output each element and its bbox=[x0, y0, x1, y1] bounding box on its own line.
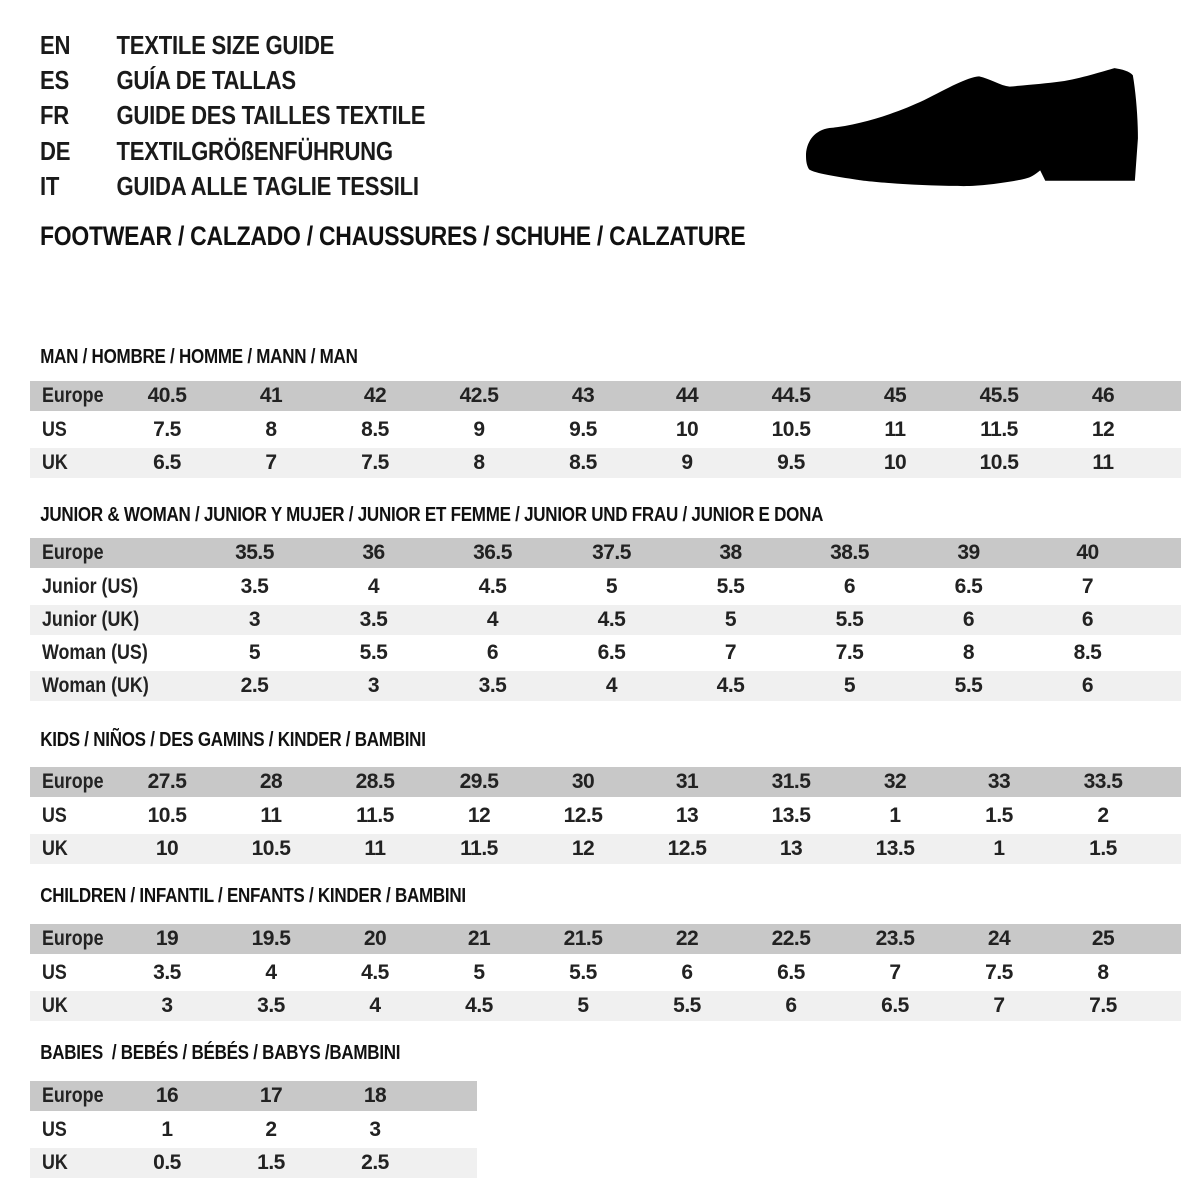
size-cell: 3 bbox=[367, 674, 380, 697]
size-table bbox=[30, 538, 1181, 701]
size-cell: 9 bbox=[473, 418, 485, 441]
size-cell: 8 bbox=[265, 418, 277, 441]
size-cell: 4 bbox=[486, 608, 499, 631]
language-row bbox=[40, 134, 425, 169]
size-cell: 43 bbox=[571, 384, 595, 407]
size-cell: 7 bbox=[724, 641, 737, 664]
size-cell: 5 bbox=[724, 608, 737, 631]
size-table-section bbox=[30, 730, 1181, 867]
size-table bbox=[30, 381, 1181, 478]
size-cell: 4.5 bbox=[597, 608, 626, 631]
size-cell: 8.5 bbox=[361, 418, 389, 441]
size-cell: 3.5 bbox=[257, 994, 285, 1017]
table-row bbox=[30, 958, 1181, 988]
size-cell: 33.5 bbox=[1083, 770, 1123, 793]
size-cell: 4.5 bbox=[478, 575, 507, 598]
size-cell: 3 bbox=[161, 994, 173, 1017]
language-row bbox=[40, 28, 425, 63]
language-code: DE bbox=[40, 135, 71, 166]
size-cell: 33 bbox=[987, 770, 1011, 793]
size-cell: 6 bbox=[785, 994, 797, 1017]
size-cell: 18 bbox=[363, 1084, 387, 1107]
row-label-text: US bbox=[42, 804, 67, 827]
row-label bbox=[30, 991, 115, 1021]
shoe-icon bbox=[806, 66, 1142, 188]
size-cell: 5 bbox=[248, 641, 261, 664]
row-label-text: US bbox=[42, 418, 67, 441]
table-row bbox=[30, 415, 1181, 445]
size-cell: 5 bbox=[473, 961, 485, 984]
table-row bbox=[30, 572, 1181, 602]
row-label-text: UK bbox=[42, 837, 68, 860]
size-cell: 45.5 bbox=[979, 384, 1019, 407]
size-cell: 7 bbox=[265, 451, 277, 474]
row-label-text: UK bbox=[42, 451, 68, 474]
table-row bbox=[30, 924, 1181, 954]
size-cell: 27.5 bbox=[147, 770, 187, 793]
size-cell: 11.5 bbox=[460, 837, 498, 860]
size-cell: 7.5 bbox=[985, 961, 1013, 984]
size-cell: 39 bbox=[957, 541, 980, 564]
size-cell: 12.5 bbox=[563, 804, 603, 827]
table-row bbox=[30, 801, 1181, 831]
size-cell: 1.5 bbox=[1089, 837, 1117, 860]
size-table-section bbox=[30, 886, 1181, 1024]
size-table bbox=[30, 1081, 477, 1178]
size-cell: 7.5 bbox=[153, 418, 181, 441]
size-cell: 25 bbox=[1091, 927, 1115, 950]
size-cell: 11 bbox=[260, 804, 282, 827]
size-cell: 32 bbox=[883, 770, 907, 793]
size-cell: 10 bbox=[675, 418, 699, 441]
size-cell: 44 bbox=[675, 384, 699, 407]
language-code: IT bbox=[40, 170, 60, 201]
size-cell: 40.5 bbox=[147, 384, 187, 407]
size-cell: 6 bbox=[962, 608, 975, 631]
size-cell: 23.5 bbox=[875, 927, 915, 950]
size-cell: 6 bbox=[1081, 674, 1094, 697]
size-cell: 10.5 bbox=[979, 451, 1019, 474]
table-row bbox=[30, 767, 1181, 797]
size-cell: 44.5 bbox=[771, 384, 811, 407]
size-cell: 17 bbox=[259, 1084, 283, 1107]
size-cell: 10 bbox=[883, 451, 907, 474]
size-cell: 5.5 bbox=[835, 608, 864, 631]
size-cell: 6 bbox=[1081, 608, 1094, 631]
size-cell: 42 bbox=[363, 384, 387, 407]
size-cell: 0.5 bbox=[153, 1151, 181, 1174]
size-cell: 21 bbox=[467, 927, 491, 950]
row-label-text: Europe bbox=[42, 770, 104, 793]
size-cell: 6.5 bbox=[597, 641, 626, 664]
size-cell: 46 bbox=[1091, 384, 1115, 407]
size-cell: 19.5 bbox=[251, 927, 291, 950]
size-cell: 31.5 bbox=[771, 770, 811, 793]
size-cell: 4.5 bbox=[465, 994, 493, 1017]
size-cell: 12 bbox=[571, 837, 595, 860]
size-cell: 13.5 bbox=[771, 804, 811, 827]
row-label bbox=[30, 801, 115, 831]
size-cell: 7 bbox=[993, 994, 1005, 1017]
size-cell: 1 bbox=[889, 804, 901, 827]
size-cell: 11 bbox=[1092, 451, 1114, 474]
table-row bbox=[30, 381, 1181, 411]
size-cell: 2.5 bbox=[240, 674, 269, 697]
size-table-section bbox=[30, 505, 1181, 704]
row-label bbox=[30, 1081, 115, 1111]
size-cell: 12 bbox=[467, 804, 491, 827]
size-cell: 5.5 bbox=[569, 961, 597, 984]
row-label-text: Junior (US) bbox=[42, 575, 139, 598]
size-cell: 3.5 bbox=[478, 674, 507, 697]
size-cell: 11 bbox=[364, 837, 386, 860]
row-label bbox=[30, 671, 195, 701]
row-label bbox=[30, 638, 195, 668]
language-title-list bbox=[40, 28, 425, 204]
size-table-section bbox=[30, 347, 1181, 481]
language-code: FR bbox=[40, 100, 69, 131]
size-cell: 36 bbox=[362, 541, 385, 564]
size-cell: 6 bbox=[843, 575, 856, 598]
table-title: BABIES / BEBÉS / BÉBÉS / BABYS /BAMBINI bbox=[40, 1042, 401, 1064]
row-label-text: UK bbox=[42, 994, 68, 1017]
size-cell: 31 bbox=[675, 770, 699, 793]
size-cell: 5 bbox=[577, 994, 589, 1017]
size-cell: 20 bbox=[363, 927, 387, 950]
size-cell: 28 bbox=[259, 770, 283, 793]
size-cell: 6.5 bbox=[881, 994, 909, 1017]
size-table-section bbox=[30, 1043, 477, 1181]
size-cell: 21.5 bbox=[563, 927, 603, 950]
row-label bbox=[30, 538, 195, 568]
size-cell: 5 bbox=[843, 674, 856, 697]
row-label-text: Europe bbox=[42, 384, 104, 407]
size-cell: 10.5 bbox=[147, 804, 187, 827]
row-label-text: Junior (UK) bbox=[42, 608, 140, 631]
table-row bbox=[30, 1115, 477, 1145]
row-label bbox=[30, 924, 115, 954]
size-cell: 8.5 bbox=[569, 451, 597, 474]
row-label bbox=[30, 381, 115, 411]
shoe-silhouette-path bbox=[806, 68, 1138, 186]
size-cell: 4 bbox=[265, 961, 277, 984]
size-cell: 2 bbox=[1097, 804, 1109, 827]
table-title: MAN / HOMBRE / HOMME / MANN / MAN bbox=[40, 346, 358, 368]
size-cell: 4.5 bbox=[716, 674, 745, 697]
language-row bbox=[40, 63, 425, 98]
size-cell: 42.5 bbox=[459, 384, 499, 407]
size-cell: 10 bbox=[155, 837, 179, 860]
size-cell: 5 bbox=[605, 575, 618, 598]
language-label: GUIDA ALLE TAGLIE TESSILI bbox=[116, 170, 419, 201]
size-cell: 11.5 bbox=[356, 804, 394, 827]
size-cell: 11.5 bbox=[980, 418, 1018, 441]
row-label bbox=[30, 834, 115, 864]
size-cell: 8 bbox=[473, 451, 485, 474]
table-title: JUNIOR & WOMAN / JUNIOR Y MUJER / JUNIOR ET FEMME / JUNIOR UND FRAU / JUNIOR E DONA bbox=[40, 504, 824, 526]
size-cell: 7.5 bbox=[361, 451, 389, 474]
row-label bbox=[30, 767, 115, 797]
size-table bbox=[30, 924, 1181, 1021]
row-label-text: Woman (US) bbox=[42, 641, 148, 664]
size-cell: 29.5 bbox=[459, 770, 499, 793]
row-label bbox=[30, 1148, 115, 1178]
table-row bbox=[30, 991, 1181, 1021]
row-label bbox=[30, 1115, 115, 1145]
size-cell: 4 bbox=[367, 575, 380, 598]
size-cell: 5.5 bbox=[716, 575, 745, 598]
size-cell: 30 bbox=[571, 770, 595, 793]
size-cell: 22.5 bbox=[771, 927, 811, 950]
table-title: CHILDREN / INFANTIL / ENFANTS / KINDER / BAMBINI bbox=[40, 885, 466, 907]
table-title: KIDS / NIÑOS / DES GAMINS / KINDER / BAMBINI bbox=[40, 729, 426, 751]
size-cell: 16 bbox=[155, 1084, 179, 1107]
row-label bbox=[30, 448, 115, 478]
size-cell: 45 bbox=[883, 384, 907, 407]
size-cell: 37.5 bbox=[592, 541, 631, 564]
size-cell: 13 bbox=[675, 804, 699, 827]
size-cell: 6.5 bbox=[954, 575, 983, 598]
language-code: ES bbox=[40, 65, 69, 96]
table-row bbox=[30, 1081, 477, 1111]
size-cell: 3.5 bbox=[153, 961, 181, 984]
size-cell: 12 bbox=[1091, 418, 1115, 441]
row-label-text: UK bbox=[42, 1151, 68, 1174]
size-cell: 7.5 bbox=[1089, 994, 1117, 1017]
size-cell: 38 bbox=[719, 541, 742, 564]
size-cell: 7 bbox=[889, 961, 901, 984]
row-label-text: US bbox=[42, 1118, 67, 1141]
row-label bbox=[30, 958, 115, 988]
size-cell: 13.5 bbox=[875, 837, 915, 860]
language-row bbox=[40, 98, 425, 133]
language-label: GUIDE DES TAILLES TEXTILE bbox=[116, 100, 426, 131]
size-cell: 10.5 bbox=[771, 418, 811, 441]
size-cell: 2.5 bbox=[361, 1151, 389, 1174]
size-cell: 40 bbox=[1076, 541, 1099, 564]
size-cell: 5.5 bbox=[954, 674, 983, 697]
size-cell: 22 bbox=[675, 927, 699, 950]
size-cell: 5.5 bbox=[673, 994, 701, 1017]
row-label-text: Europe bbox=[42, 927, 104, 950]
language-code: EN bbox=[40, 30, 71, 61]
row-label-text: Europe bbox=[42, 1084, 104, 1107]
size-cell: 6 bbox=[681, 961, 693, 984]
table-row bbox=[30, 605, 1181, 635]
size-cell: 35.5 bbox=[235, 541, 274, 564]
size-cell: 28.5 bbox=[355, 770, 395, 793]
table-row bbox=[30, 671, 1181, 701]
size-cell: 3 bbox=[369, 1118, 381, 1141]
row-label bbox=[30, 415, 115, 445]
size-cell: 12.5 bbox=[667, 837, 707, 860]
language-row bbox=[40, 169, 425, 204]
row-label bbox=[30, 572, 195, 602]
size-cell: 9 bbox=[681, 451, 693, 474]
size-cell: 7 bbox=[1081, 575, 1094, 598]
size-cell: 6.5 bbox=[153, 451, 181, 474]
size-cell: 13 bbox=[779, 837, 803, 860]
size-cell: 3 bbox=[248, 608, 261, 631]
size-cell: 8.5 bbox=[1073, 641, 1102, 664]
size-cell: 1 bbox=[161, 1118, 173, 1141]
language-label: GUÍA DE TALLAS bbox=[116, 65, 296, 96]
category-heading: FOOTWEAR / CALZADO / CHAUSSURES / SCHUHE / CALZATURE bbox=[40, 221, 746, 251]
row-label-text: Europe bbox=[42, 541, 104, 564]
language-label: TEXTILGRÖßENFÜHRUNG bbox=[116, 135, 393, 166]
size-cell: 3.5 bbox=[240, 575, 269, 598]
table-row bbox=[30, 448, 1181, 478]
size-cell: 11 bbox=[884, 418, 906, 441]
size-cell: 4.5 bbox=[361, 961, 389, 984]
row-label-text: Woman (UK) bbox=[42, 674, 149, 697]
size-cell: 7.5 bbox=[835, 641, 864, 664]
size-table bbox=[30, 767, 1181, 864]
size-cell: 36.5 bbox=[473, 541, 512, 564]
size-cell: 1.5 bbox=[985, 804, 1013, 827]
size-cell: 9.5 bbox=[777, 451, 805, 474]
language-label: TEXTILE SIZE GUIDE bbox=[116, 30, 335, 61]
table-row bbox=[30, 1148, 477, 1178]
row-label bbox=[30, 605, 195, 635]
size-cell: 2 bbox=[265, 1118, 277, 1141]
size-cell: 38.5 bbox=[830, 541, 869, 564]
row-label-text: US bbox=[42, 961, 67, 984]
size-cell: 5.5 bbox=[359, 641, 388, 664]
table-row bbox=[30, 538, 1181, 568]
size-cell: 1 bbox=[993, 837, 1005, 860]
table-row bbox=[30, 834, 1181, 864]
table-row bbox=[30, 638, 1181, 668]
size-cell: 4 bbox=[605, 674, 618, 697]
size-cell: 8 bbox=[1097, 961, 1109, 984]
size-cell: 6 bbox=[486, 641, 499, 664]
size-cell: 1.5 bbox=[257, 1151, 285, 1174]
size-cell: 19 bbox=[155, 927, 179, 950]
size-cell: 6.5 bbox=[777, 961, 805, 984]
size-cell: 41 bbox=[259, 384, 283, 407]
size-cell: 9.5 bbox=[569, 418, 597, 441]
size-cell: 8 bbox=[962, 641, 975, 664]
size-cell: 3.5 bbox=[359, 608, 388, 631]
size-cell: 24 bbox=[987, 927, 1011, 950]
size-cell: 10.5 bbox=[251, 837, 291, 860]
size-cell: 4 bbox=[369, 994, 381, 1017]
